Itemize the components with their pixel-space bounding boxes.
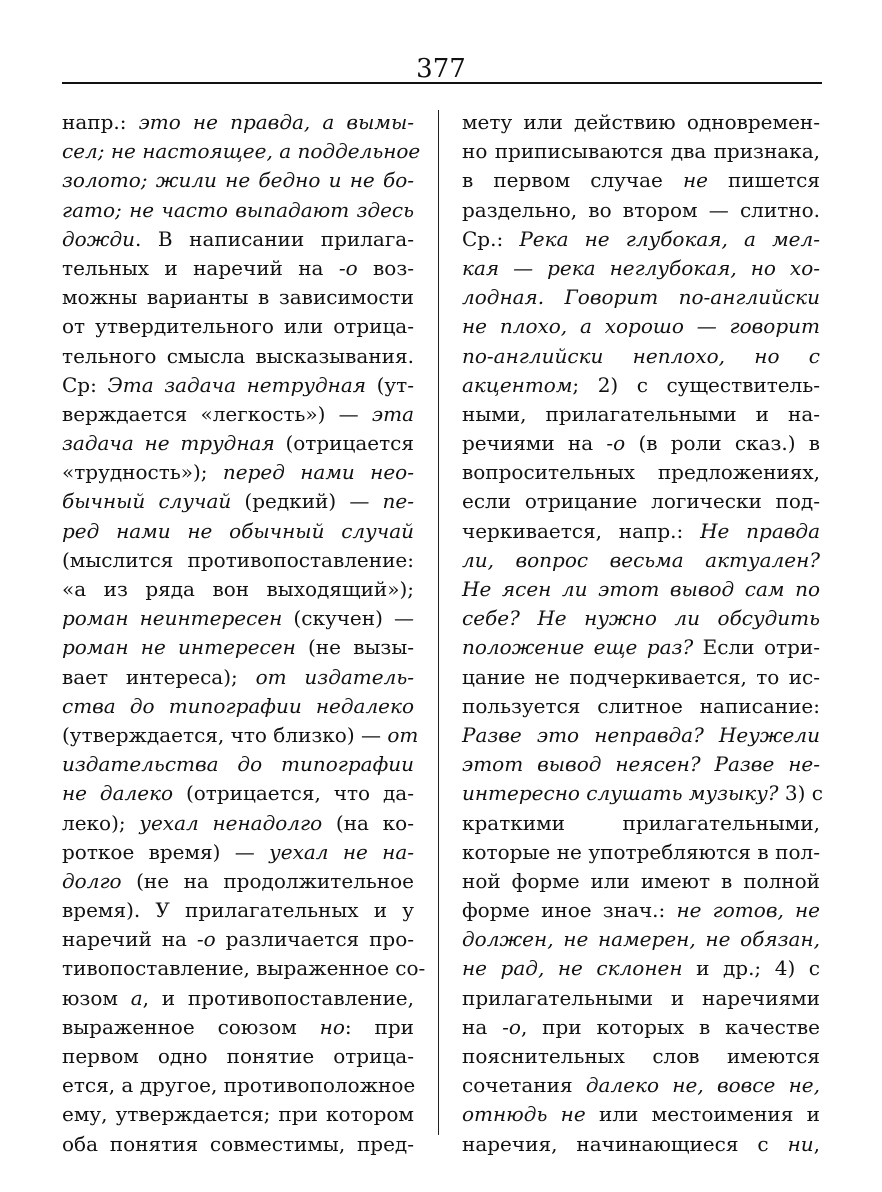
text-run: , при которых в качестве (520, 1014, 820, 1039)
text-line (62, 867, 414, 896)
italic-text-run: не рад, не склонен (462, 956, 683, 981)
text-line (462, 809, 820, 838)
italic-text-run: Река не глубокая, а мел- (519, 226, 820, 251)
text-line (462, 633, 820, 662)
text-run: тельного смысла высказывания. (62, 343, 414, 368)
page-number: 377 (416, 54, 466, 84)
text-run: время). У прилагательных и у (62, 898, 414, 923)
text-line (62, 137, 421, 166)
text-run: от утвердительного или отрица- (62, 314, 414, 339)
text-line (62, 809, 414, 838)
text-line (62, 312, 414, 341)
text-run: первом одно понятие отрица- (62, 1044, 414, 1068)
italic-text-run: это не правда, а вымы- (138, 110, 414, 134)
text-run: пользуется слитное написание: (462, 693, 820, 718)
text-line (62, 896, 414, 925)
italic-text-run: а (130, 985, 143, 1010)
text-run: , (813, 1131, 820, 1156)
text-run: юзом (62, 985, 131, 1010)
italic-text-run: роман не интересен (62, 635, 296, 660)
text-line (462, 867, 820, 896)
text-line (62, 166, 414, 195)
text-run: Ср.: (462, 226, 520, 251)
text-line (462, 254, 820, 283)
text-run: и др.; 4) с (682, 956, 820, 981)
text-line (462, 604, 820, 633)
italic-text-run: Разве это неправда? Неужели (462, 722, 820, 747)
text-run: раздельно, во втором — слитно. (462, 197, 820, 222)
text-line (462, 1042, 820, 1071)
text-run: наречия, начинающиеся с (462, 1131, 788, 1156)
italic-text-run: дожди (62, 226, 136, 251)
text-line (462, 166, 820, 195)
text-run: на (462, 1014, 503, 1039)
text-run: (ут- (366, 372, 414, 397)
text-run: 3) с (778, 781, 823, 806)
italic-text-run: -о (196, 927, 216, 952)
column-divider (438, 110, 439, 1135)
text-line (462, 312, 820, 341)
text-line (62, 371, 414, 400)
text-line (62, 663, 414, 692)
italic-text-run: не плохо, а хорошо — говорит (462, 314, 820, 339)
text-run: можны варианты в зависимости (62, 285, 414, 310)
text-line (462, 1100, 820, 1129)
italic-text-run: уехал ненадолго (139, 810, 323, 835)
text-line (62, 400, 414, 429)
text-run: тельных и наречий на (62, 255, 339, 280)
text-line (462, 487, 820, 516)
text-line (462, 663, 820, 692)
text-run: «трудность»); (62, 460, 223, 485)
text-run: сочетания (462, 1073, 586, 1098)
text-line (62, 196, 414, 225)
italic-text-run: -о (338, 255, 358, 280)
text-line (62, 225, 414, 254)
text-run: краткими прилагательными, (462, 810, 820, 835)
text-run: . В написании прилага- (135, 226, 414, 251)
text-run: вопросительных предложениях, (462, 460, 820, 485)
italic-text-run: -о (502, 1014, 521, 1039)
text-line (462, 517, 820, 546)
italic-text-run: не (682, 168, 708, 193)
text-line (462, 225, 820, 254)
italic-text-run: -о (606, 431, 626, 456)
italic-text-run: эта (371, 401, 414, 426)
text-run: ными, прилагательными и на- (462, 401, 820, 426)
text-run: напр.: (62, 110, 139, 134)
text-run: верждается «легкость») — (62, 401, 372, 426)
italic-text-run: по-английски неплохо, но с (462, 343, 820, 368)
text-line (462, 750, 820, 779)
text-run: ему, утверждается; при котором (62, 1102, 414, 1127)
text-line (462, 1071, 820, 1100)
text-line (462, 429, 820, 458)
text-line (62, 429, 414, 458)
text-line (62, 575, 414, 604)
text-run: оба понятия совместимы, пред- (62, 1131, 414, 1156)
text-line (62, 750, 414, 779)
text-run: , и противопоставление, (142, 985, 414, 1010)
text-run: : при (344, 1014, 414, 1039)
text-run: тивопоставление, выраженное со- (62, 956, 426, 981)
text-line (62, 1130, 414, 1159)
italic-text-run: акцентом (462, 372, 573, 397)
italic-text-run: гато; не часто выпадают здесь (62, 197, 414, 222)
italic-text-run: Не правда (700, 518, 820, 543)
italic-text-run: Не ясен ли этот вывод сам по (462, 577, 820, 601)
text-run: или местоимения и (585, 1102, 820, 1127)
italic-text-run: ред нами не обычный случай (62, 518, 414, 543)
italic-text-run: ства до типографии недалеко (62, 693, 414, 718)
text-run: пояснительных слов имеются (462, 1044, 820, 1068)
text-run: форме иное знач.: (462, 898, 677, 923)
text-line (462, 779, 823, 808)
italic-text-run: этот вывод неясен? Разве не- (462, 752, 820, 777)
text-line (462, 575, 820, 604)
text-line (62, 633, 414, 662)
italic-text-run: от издатель- (255, 664, 414, 689)
text-run: черкивается, напр.: (462, 518, 701, 543)
italic-text-run: Эта задача нетрудная (107, 372, 367, 397)
text-line (462, 692, 820, 721)
text-line (62, 1042, 414, 1071)
text-run: цание не подчеркивается, то ис- (462, 664, 820, 689)
text-line (62, 604, 414, 633)
text-run: наречий на (62, 927, 197, 952)
text-run: пишется (707, 168, 820, 193)
text-line (62, 342, 414, 371)
text-run: вает интереса); (62, 664, 256, 689)
italic-text-run: не далеко (62, 781, 174, 806)
text-run: Ср: (62, 372, 108, 397)
text-run: выраженное союзом (62, 1014, 320, 1039)
text-line (62, 838, 414, 867)
text-line (62, 1100, 414, 1129)
text-line (462, 1130, 820, 1159)
text-line (462, 283, 820, 312)
text-line (462, 984, 820, 1013)
text-line (462, 838, 820, 867)
text-run: (не вызы- (295, 635, 414, 660)
italic-text-run: не готов, не (676, 898, 821, 923)
header-rule (62, 82, 822, 84)
text-run: (скучен) — (282, 606, 414, 631)
italic-text-run: задача не трудная (62, 431, 275, 456)
text-line (62, 954, 426, 983)
text-line (462, 108, 820, 137)
italic-text-run: перед нами нео- (222, 460, 414, 485)
text-run: (утверждается, что близко) — (62, 722, 388, 747)
text-run: если отрицание логически под- (462, 489, 820, 514)
text-line (462, 954, 820, 983)
text-line (62, 517, 414, 546)
italic-text-run: далеко не, вовсе не, (585, 1073, 820, 1098)
text-line (62, 108, 414, 137)
italic-text-run: уехал не на- (269, 839, 414, 864)
text-run: ной форме или имеют в полной (462, 868, 820, 893)
text-line (462, 342, 820, 371)
text-line (62, 721, 419, 750)
text-run: (мыслится противопоставление: (62, 547, 414, 572)
text-line (62, 546, 414, 575)
text-line (62, 984, 414, 1013)
text-run: мету или действию одновремен- (462, 110, 820, 134)
italic-text-run: себе? Не нужно ли обсудить (462, 606, 820, 631)
text-run: в первом случае (462, 168, 683, 193)
text-run: ; 2) с существитель- (572, 372, 820, 397)
text-run: (редкий) — (231, 489, 383, 514)
text-line (62, 254, 414, 283)
text-line (462, 458, 820, 487)
text-line (62, 692, 414, 721)
text-line (62, 925, 414, 954)
text-run: Если отри- (693, 635, 820, 660)
text-line (462, 1013, 820, 1042)
italic-text-run: отнюдь не (462, 1102, 586, 1127)
text-line (462, 896, 820, 925)
text-run: различается про- (215, 927, 414, 952)
text-line (62, 487, 414, 516)
text-run: роткое время) — (62, 839, 270, 864)
text-line (462, 400, 820, 429)
text-run: но приписываются два признака, (462, 139, 820, 164)
text-line (62, 283, 414, 312)
text-run: ется, а другое, противоположное (62, 1073, 416, 1098)
text-run: прилагательными и наречиями (462, 985, 820, 1010)
italic-text-run: пе- (382, 489, 414, 514)
italic-text-run: но (319, 1014, 345, 1039)
right-column (462, 108, 823, 1156)
italic-text-run: от (387, 722, 419, 747)
text-run: речиями на (462, 431, 607, 456)
text-line (62, 1013, 414, 1042)
italic-text-run: ни (787, 1131, 814, 1156)
text-run: (в роли сказ.) в (625, 431, 821, 456)
text-line (462, 925, 820, 954)
italic-text-run: роман неинтересен (62, 606, 283, 631)
italic-text-run: ли, вопрос весьма актуален? (462, 547, 820, 572)
text-run: (отрицается, что да- (173, 781, 414, 806)
italic-text-run: интересно слушать музыку? (462, 781, 779, 806)
italic-text-run: положение еще раз? (462, 635, 694, 660)
text-run: «а из ряда вон выходящий»); (62, 577, 414, 601)
text-run: (не на продолжительное (121, 868, 414, 893)
text-line (62, 1071, 414, 1100)
text-line (62, 779, 414, 808)
left-column (62, 108, 426, 1156)
italic-text-run: издательства до типографии (62, 752, 414, 777)
text-line (462, 546, 820, 575)
italic-text-run: золото; жили не бедно и не бо- (62, 168, 414, 193)
text-run: (на ко- (322, 810, 414, 835)
text-line (62, 458, 414, 487)
italic-text-run: долго (62, 868, 122, 893)
text-line (462, 137, 820, 166)
italic-text-run: должен, не намерен, не обязан, (462, 927, 820, 952)
text-run: которые не употребляются в пол- (462, 839, 820, 864)
text-run: воз- (357, 255, 415, 280)
italic-text-run: лодная. Говорит по-английски (462, 285, 820, 310)
text-line (462, 196, 820, 225)
text-run: леко); (62, 810, 140, 835)
text-line (462, 721, 820, 750)
italic-text-run: бычный случай (62, 489, 232, 514)
italic-text-run: кая — река неглубокая, но хо- (462, 255, 820, 280)
text-line (462, 371, 820, 400)
text-run: (отрицается (274, 431, 415, 456)
italic-text-run: сел; не настоящее, а поддельное (62, 139, 421, 164)
